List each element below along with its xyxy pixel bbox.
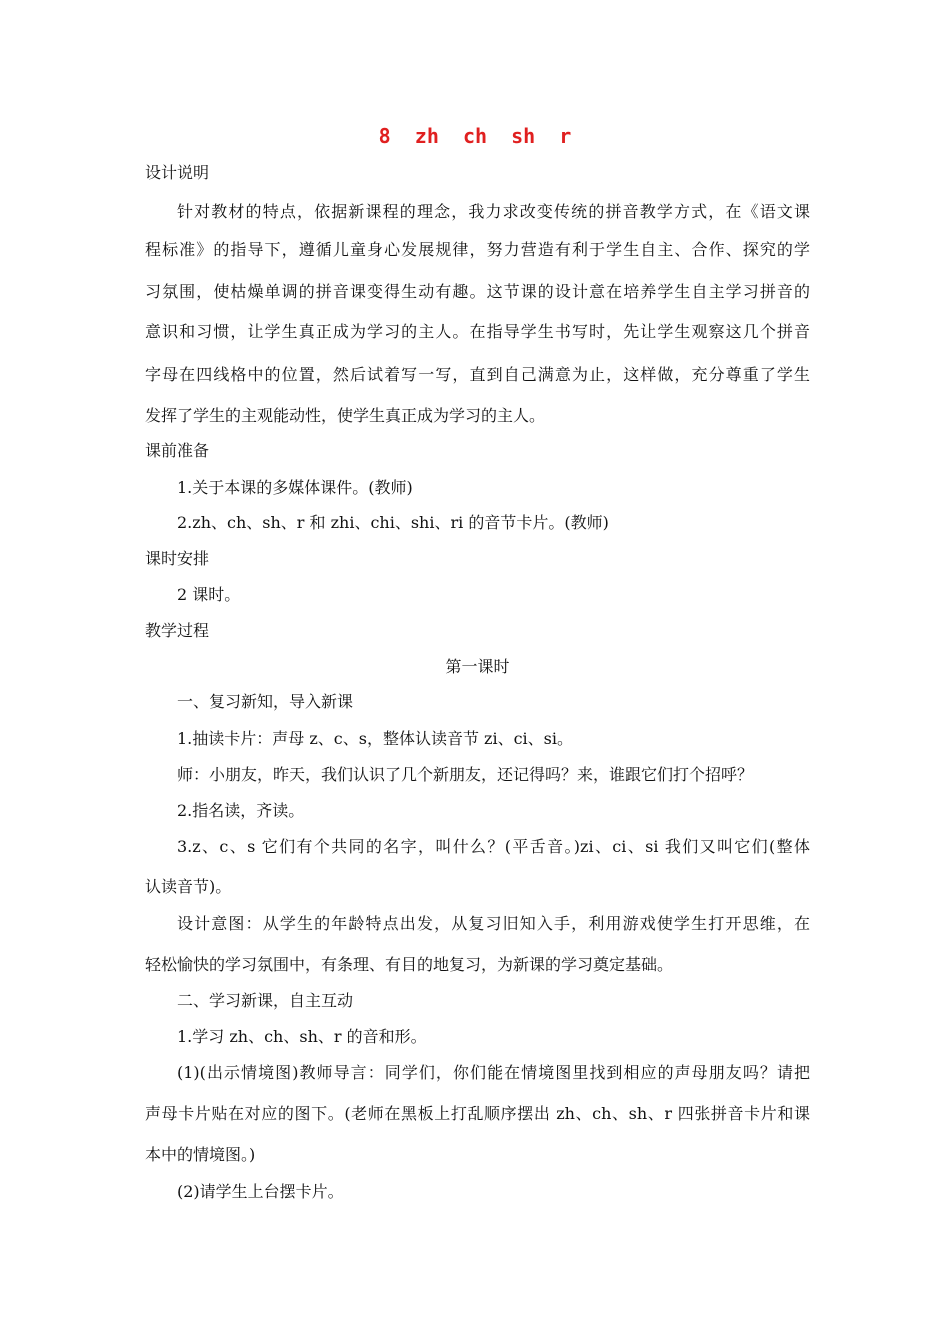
paragraph-line: 字母在四线格中的位置，然后试着写一写，直到自己满意为止，这样做，充分尊重了学生 bbox=[145, 365, 810, 384]
paragraph-line: 1.抽读卡片：声母 z、c、s，整体认读音节 zi、ci、si。 bbox=[177, 729, 573, 748]
part-two-heading: 二、学习新课，自主互动 bbox=[177, 991, 354, 1010]
lesson-one-heading: 第一课时 bbox=[445, 657, 510, 676]
schedule-heading: 课时安排 bbox=[145, 549, 210, 568]
prep-item: 2.zh、ch、sh、r 和 zhi、chi、shi、ri 的音节卡片。(教师) bbox=[177, 513, 609, 532]
schedule-text: 2 课时。 bbox=[177, 585, 241, 604]
prep-item: 1.关于本课的多媒体课件。(教师) bbox=[177, 478, 413, 497]
paragraph-line: 声母卡片贴在对应的图下。(老师在黑板上打乱顺序摆出 zh、ch、sh、r 四张拼音卡片和课 bbox=[145, 1104, 810, 1123]
process-heading: 教学过程 bbox=[145, 621, 210, 640]
prep-heading: 课前准备 bbox=[145, 441, 210, 460]
design-note-heading: 设计说明 bbox=[145, 163, 210, 182]
part-one-heading: 一、复习新知，导入新课 bbox=[177, 692, 354, 711]
paragraph-line: 针对教材的特点，依据新课程的理念，我力求改变传统的拼音教学方式，在《语文课 bbox=[177, 202, 810, 221]
paragraph-line: 2.指名读，齐读。 bbox=[177, 801, 305, 820]
paragraph-line: 发挥了学生的主观能动性，使学生真正成为学习的主人。 bbox=[145, 406, 546, 425]
paragraph-line: 师：小朋友，昨天，我们认识了几个新朋友，还记得吗？来，谁跟它们打个招呼？ bbox=[177, 765, 754, 784]
paragraph-line: 程标准》的指导下，遵循儿童身心发展规律，努力营造有利于学生自主、合作、探究的学 bbox=[145, 240, 810, 259]
paragraph-line: 意识和习惯，让学生真正成为学习的主人。在指导学生书写时，先让学生观察这几个拼音 bbox=[145, 322, 810, 341]
paragraph-line: (1)(出示情境图)教师导言：同学们，你们能在情境图里找到相应的声母朋友吗？请把 bbox=[177, 1063, 810, 1082]
paragraph-line: (2)请学生上台摆卡片。 bbox=[177, 1182, 344, 1201]
paragraph-line: 1.学习 zh、ch、sh、r 的音和形。 bbox=[177, 1027, 427, 1046]
design-intent-line: 设计意图：从学生的年龄特点出发，从复习旧知入手，利用游戏使学生打开思维，在 bbox=[177, 914, 810, 933]
paragraph-line: 3.z、c、s 它们有个共同的名字，叫什么？(平舌音。)zi、ci、si 我们又叫它们(整体 bbox=[177, 837, 810, 856]
paragraph-line: 习氛围，使枯燥单调的拼音课变得生动有趣。这节课的设计意在培养学生自主学习拼音的 bbox=[145, 282, 810, 301]
paragraph-line: 本中的情境图。) bbox=[145, 1145, 256, 1164]
design-intent-line: 轻松愉快的学习氛围中，有条理、有目的地复习，为新课的学习奠定基础。 bbox=[145, 955, 674, 974]
paragraph-line: 认读音节)。 bbox=[145, 877, 232, 896]
lesson-title: 8 zh ch sh r bbox=[378, 124, 572, 148]
